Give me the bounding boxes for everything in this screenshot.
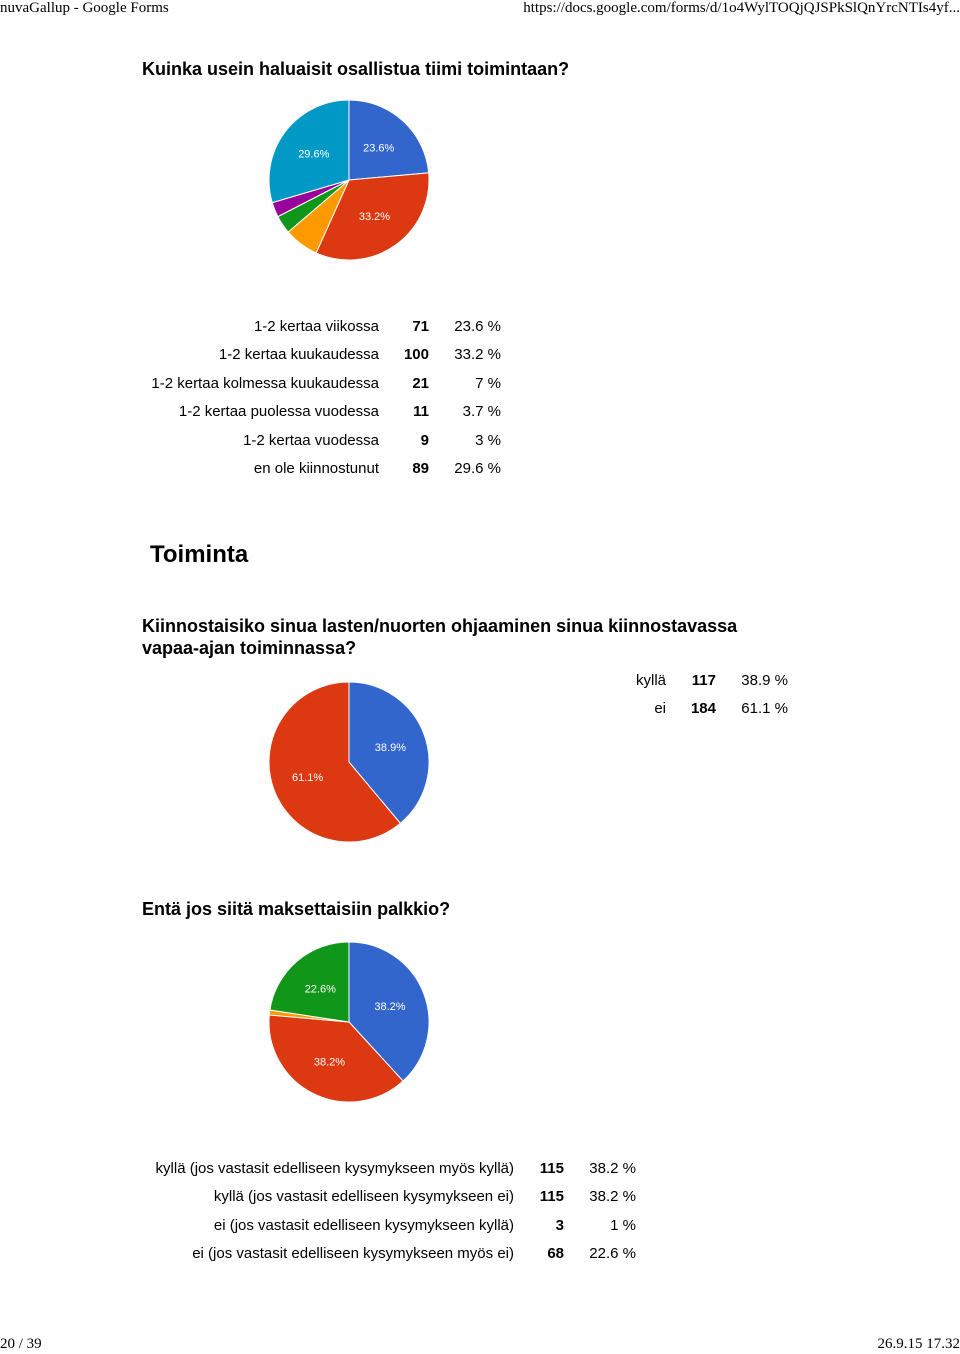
table-row xyxy=(151,312,501,341)
pie-slice-label: 33.2% xyxy=(358,210,391,223)
table-row xyxy=(636,695,788,724)
print-datetime: 26.9.15 17.32 xyxy=(877,1336,960,1352)
pie-slice-label: 22.6% xyxy=(304,983,336,996)
row-label: kyllä (jos vastasit edelliseen kysymykseen ei) xyxy=(213,1188,514,1206)
row-percent: 3 % xyxy=(475,431,501,449)
row-label: 1-2 kertaa viikossa xyxy=(253,317,379,335)
row-label: en ole kiinnostunut xyxy=(253,460,379,478)
table-row xyxy=(151,455,501,484)
pie-slice-1-2-kertaa-viikossa xyxy=(349,100,429,180)
row-label: 1-2 kertaa vuodessa xyxy=(243,431,379,449)
table-row xyxy=(636,666,788,695)
table-row xyxy=(156,1240,636,1269)
pie-chart-frequency xyxy=(269,100,429,260)
row-count: 117 xyxy=(691,671,716,689)
stats-table-frequency xyxy=(151,312,501,483)
row-label: kyllä (jos vastasit edelliseen kysymykseen myös kyllä) xyxy=(155,1159,514,1177)
table-row xyxy=(151,369,501,398)
row-count: 21 xyxy=(412,374,429,392)
row-label: ei (jos vastasit edelliseen kysymykseen kyllä) xyxy=(213,1216,514,1234)
row-count: 68 xyxy=(547,1245,564,1263)
row-count: 9 xyxy=(420,431,429,449)
table-row xyxy=(156,1183,636,1212)
row-percent: 22.6 % xyxy=(589,1245,636,1263)
row-count: 100 xyxy=(403,346,429,364)
pie-slice-label: 61.1% xyxy=(291,772,324,784)
page-header-url: https://docs.google.com/forms/d/1o4WylTOQjQJSPkSlQnYrcNTIs4yf... xyxy=(523,0,960,16)
row-percent: 29.6 % xyxy=(454,460,501,478)
row-label: 1-2 kertaa puolessa vuodessa xyxy=(178,403,379,421)
stats-table-reward xyxy=(156,1154,636,1268)
table-row xyxy=(156,1154,636,1183)
table-row xyxy=(151,341,501,370)
row-percent: 38.2 % xyxy=(589,1159,636,1177)
question-2-title-line-1: Kiinnostaisiko sinua lasten/nuorten ohjaaminen sinua kiinnostavassa xyxy=(142,616,738,636)
page-header-title: nuvaGallup - Google Forms xyxy=(0,0,169,16)
table-row xyxy=(151,426,501,455)
stats-table-interest xyxy=(636,666,788,723)
row-percent: 33.2 % xyxy=(454,346,501,364)
pie-slice-ei-jos-vastasit-edelliseen-kysymykseen-my-s-ei xyxy=(270,942,349,1022)
pie-slice-label: 29.6% xyxy=(298,148,330,161)
row-label: ei xyxy=(654,700,666,718)
row-percent: 1 % xyxy=(610,1216,636,1234)
table-row xyxy=(151,398,501,427)
row-count: 89 xyxy=(412,460,429,478)
row-label: ei (jos vastasit edelliseen kysymykseen myös ei) xyxy=(192,1245,514,1263)
row-label: kyllä xyxy=(635,671,666,689)
row-percent: 7 % xyxy=(475,374,501,392)
row-percent: 3.7 % xyxy=(462,403,501,421)
table-row xyxy=(156,1211,636,1240)
row-percent: 23.6 % xyxy=(454,317,501,335)
row-percent: 38.2 % xyxy=(589,1188,636,1206)
pie-slice-label: 38.2% xyxy=(313,1056,346,1069)
question-3-title: Entä jos siitä maksettaisiin palkkio? xyxy=(142,899,451,919)
pie-chart-interest xyxy=(269,682,429,842)
question-2-title xyxy=(142,615,737,659)
section-title: Toiminta xyxy=(150,541,249,568)
row-count: 11 xyxy=(413,403,429,421)
question-2-title-line-2: vapaa-ajan toiminnassa? xyxy=(142,638,357,658)
row-count: 3 xyxy=(555,1216,564,1234)
pie-slice-label: 38.2% xyxy=(374,1001,406,1014)
row-percent: 38.9 % xyxy=(741,671,788,689)
row-count: 71 xyxy=(412,317,429,335)
row-label: 1-2 kertaa kolmessa kuukaudessa xyxy=(151,374,379,392)
question-1-title: Kuinka usein haluaisit osallistua tiimi toimintaan? xyxy=(142,59,570,79)
row-count: 115 xyxy=(539,1188,564,1206)
pie-slice-label: 23.6% xyxy=(363,142,395,155)
row-percent: 61.1 % xyxy=(741,700,788,718)
pie-chart-reward xyxy=(269,942,429,1102)
row-count: 115 xyxy=(539,1159,564,1177)
page-number: 20 / 39 xyxy=(0,1336,42,1352)
pie-slice-label: 38.9% xyxy=(374,742,407,754)
row-count: 184 xyxy=(690,700,716,718)
row-label: 1-2 kertaa kuukaudessa xyxy=(218,346,379,364)
